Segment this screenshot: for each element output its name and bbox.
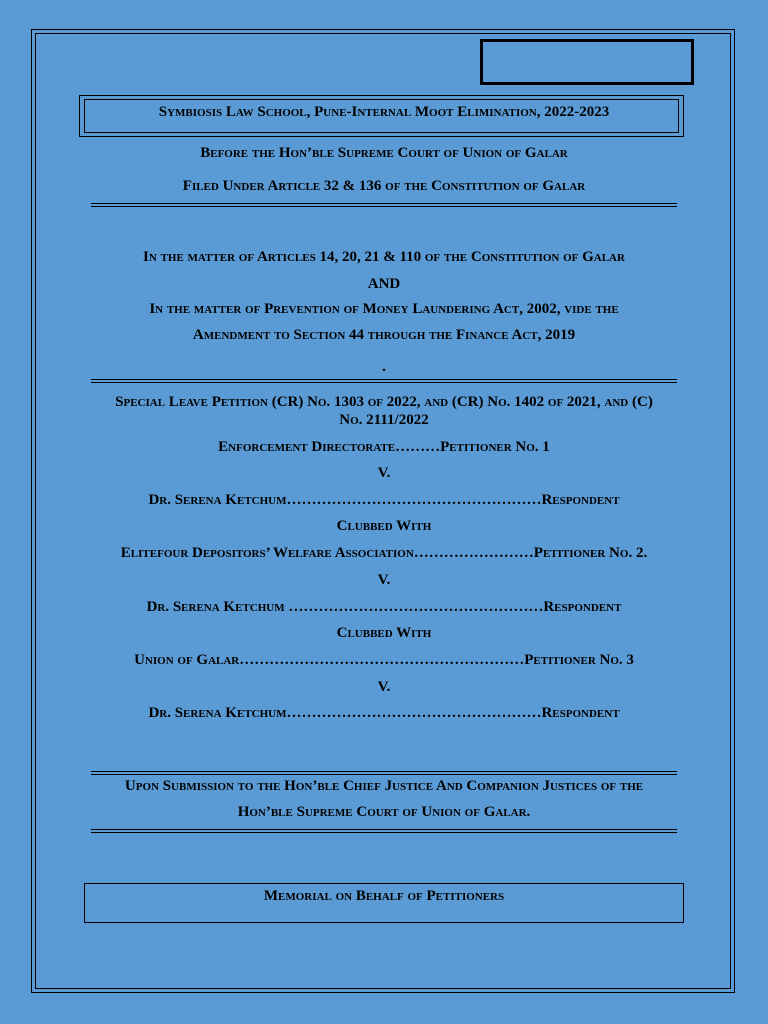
rule-4	[91, 829, 677, 833]
matter-and: AND	[367, 276, 401, 292]
rule-2	[91, 379, 677, 383]
clubbed-with-2: Clubbed With	[336, 625, 432, 641]
court-name: Before the Hon’ble Supreme Court of Union of Galar	[200, 145, 568, 161]
team-code-box	[480, 39, 694, 85]
respondent-3: Dr. Serena Ketchum……………………………………………Respondent	[148, 705, 620, 721]
petitioner-3: Union of Galar…………………………………………………Petitioner No. 3	[134, 652, 634, 668]
matter-pmla: In the matter of Prevention of Money Laundering Act, 2002, vide the	[149, 301, 619, 317]
versus-3: V.	[377, 679, 391, 695]
matter-dot: .	[382, 359, 386, 375]
matter-amendment: Amendment to Section 44 through the Finance Act, 2019	[192, 327, 576, 343]
submission-line1: Upon Submission to the Hon’ble Chief Justice And Companion Justices of the	[124, 778, 644, 794]
submission-line2: Hon’ble Supreme Court of Union of Galar.	[237, 804, 531, 820]
petitioner-1: Enforcement Directorate………Petitioner No. 1	[218, 439, 550, 455]
moot-title: Symbiosis Law School, Pune-Internal Moot Elimination, 2022-2023	[158, 104, 610, 120]
petitioner-2: Elitefour Depositors’ Welfare Association……………………Petitioner No. 2.	[120, 545, 648, 561]
versus-1: V.	[377, 465, 391, 481]
filed-under: Filed Under Article 32 & 136 of the Constitution of Galar	[182, 178, 586, 194]
versus-2: V.	[377, 572, 391, 588]
memorial-label: Memorial on Behalf of Petitioners	[263, 888, 505, 904]
respondent-1: Dr. Serena Ketchum……………………………………………Respondent	[148, 492, 620, 508]
respondent-2: Dr. Serena Ketchum ……………………………………………Respondent	[146, 599, 622, 615]
rule-1	[91, 203, 677, 207]
petition-number-line1: Special Leave Petition (CR) No. 1303 of 2022, and (CR) No. 1402 of 2021, and (C)	[115, 394, 653, 410]
rule-3	[91, 771, 677, 775]
petition-number-line2: No. 2111/2022	[339, 412, 429, 428]
clubbed-with-1: Clubbed With	[336, 518, 432, 534]
matter-articles: In the matter of Articles 14, 20, 21 & 110 of the Constitution of Galar	[143, 249, 625, 265]
